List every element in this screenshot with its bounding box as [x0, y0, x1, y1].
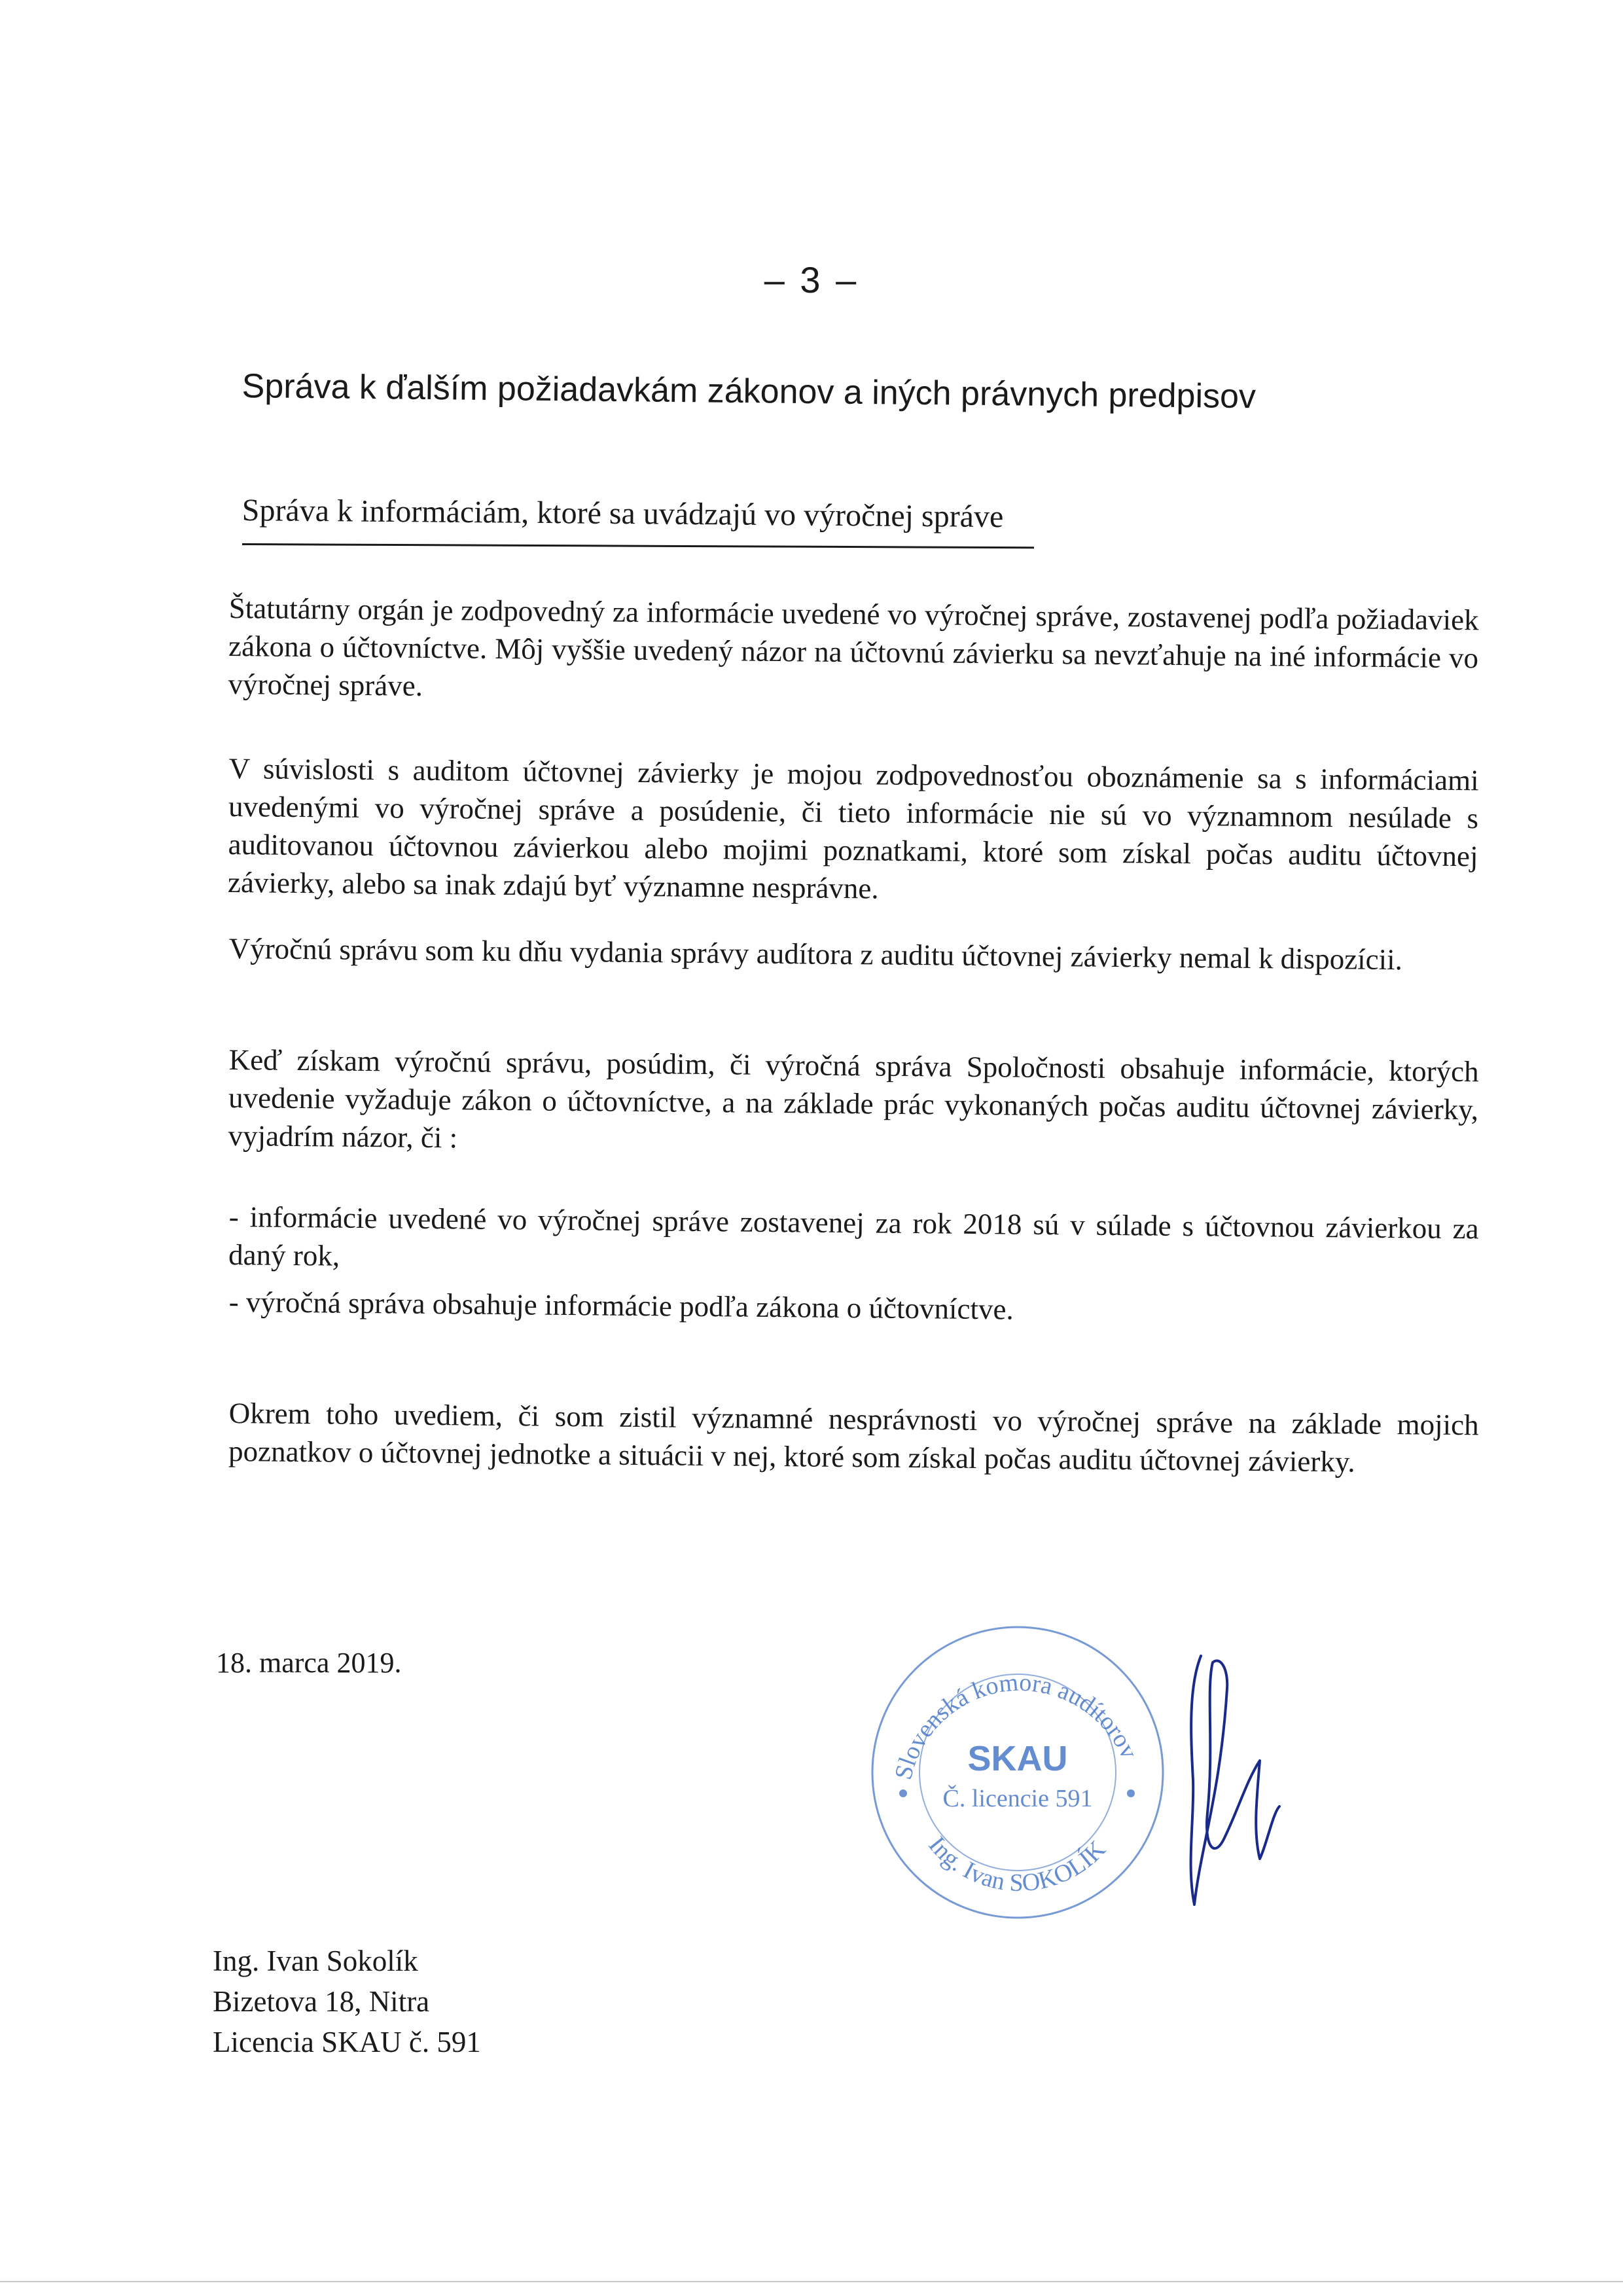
stamp-dot-right — [1127, 1789, 1135, 1797]
signature — [1175, 1649, 1293, 1924]
stamp-name-text: Ing. Ivan SOKOLÍK — [923, 1831, 1111, 1897]
paragraph-not-available: Výročnú správu som ku dňu vydania správy audítora z auditu účtovnej závierky nemal k dispozícii. — [228, 931, 1403, 977]
signature-stroke — [1191, 1656, 1279, 1905]
auditor-address-block — [213, 1941, 481, 2062]
page-number: – 3 – — [764, 259, 859, 300]
list-item-contents: - výročná správa obsahuje informácie podľa zákona o účtovníctve. — [228, 1285, 1014, 1326]
subsection-heading: Správa k informáciám, ktoré sa uvádzajú vo výročnej správe — [241, 492, 1004, 535]
subheading-underline — [242, 543, 1034, 548]
list-item-consistency: - informácie uvedené vo výročnej správe zostavenej za rok 2018 sú v súlade s účtovnou závierkou za daný rok, — [228, 1200, 1479, 1272]
paragraph-misstatements: Okrem toho uvediem, či som zistil významné nesprávnosti vo výročnej správe na základe mojich poznatkov o účtovnej jednotke a situácii v nej, ktoré som získal počas auditu účtovnej závierky. — [228, 1396, 1479, 1479]
auditor-street: Bizetova 18, Nitra — [213, 1985, 430, 2018]
stamp-ring-text: Slovenská komora audítorov — [889, 1668, 1143, 1783]
stamp-license-text: Č. licencie 591 — [942, 1785, 1093, 1812]
paragraph-responsibility: Štatutárny orgán je zodpovedný za informácie uvedené vo výročnej správe, zostavenej podľa požiadaviek zákona o účtovníctve. Môj vyššie uvedený názor na účtovnú závierku sa nevzťahuje na iné informácie vo výročnej správe. — [228, 591, 1479, 702]
stamp-center-text: SKAU — [967, 1739, 1068, 1778]
auditor-license: Licencia SKAU č. 591 — [213, 2026, 481, 2058]
auditor-stamp — [864, 1617, 1171, 1924]
paragraph-will-assess: Keď získam výročnú správu, posúdim, či výročná správa Spoločnosti obsahuje informácie, ktorých uvedenie vyžaduje zákon o účtovníctve, a na základe prác vykonaných počas auditu účtovnej závierky, vyjadrím názor, či : — [228, 1043, 1479, 1155]
auditor-name: Ing. Ivan Sokolík — [213, 1945, 418, 1977]
paragraph-audit-duty: V súvislosti s auditom účtovnej závierky je mojou zodpovednosťou oboznámenie sa s informáciami uvedenými vo výročnej správe a posúdenie, či tieto informácie nie sú vo významnom nesúlade s auditovanou účtovnou závierkou alebo mojimi poznatkami, ktoré som získal počas auditu účtovnej závierky, alebo sa inak zdajú byť významne nesprávne. — [227, 751, 1479, 905]
section-heading: Správa k ďalším požiadavkám zákonov a iných právnych predpisov — [241, 367, 1257, 416]
stamp-dot-left — [899, 1789, 907, 1797]
document-date: 18. marca 2019. — [216, 1647, 402, 1679]
scan-edge-line — [0, 2281, 1623, 2282]
